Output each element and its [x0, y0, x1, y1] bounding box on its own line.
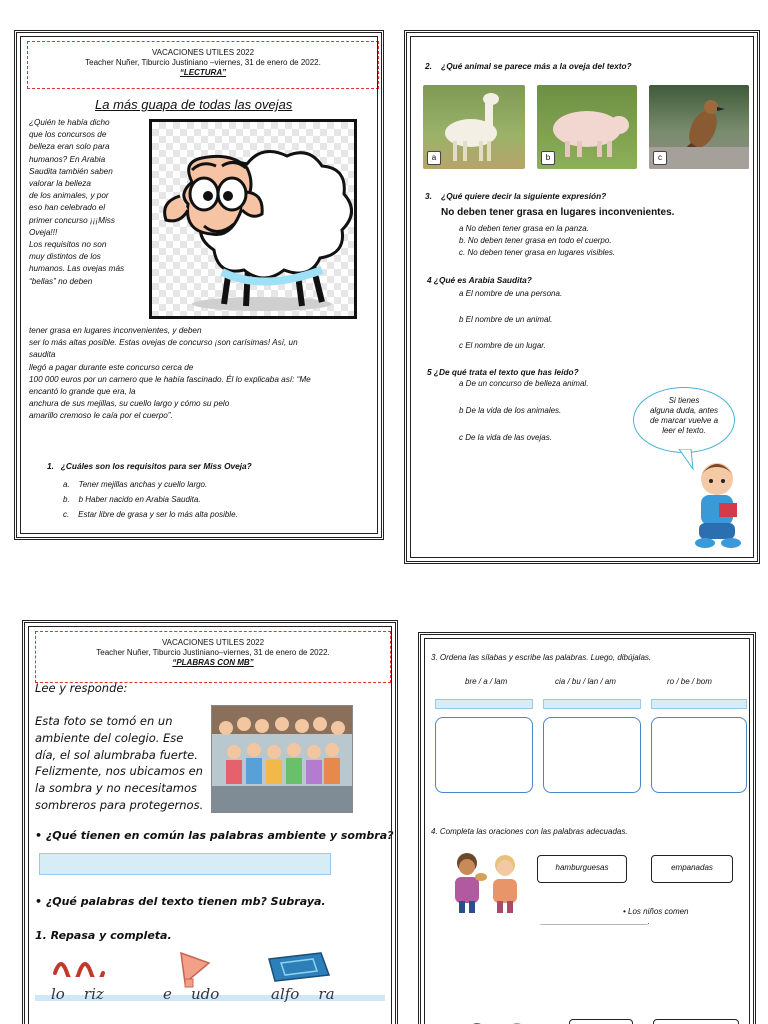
children-partial-icon: [461, 1019, 541, 1024]
bird-photo[interactable]: [649, 85, 749, 169]
draw-box-2[interactable]: [543, 717, 641, 793]
story-paragraph-full: [29, 325, 377, 423]
para-line: ambiente del colegio. Ese: [35, 730, 184, 745]
draw-box-3[interactable]: [651, 717, 747, 793]
question-4-option-a[interactable]: a El nombre de una persona.: [459, 289, 563, 298]
para-line: día, el sol alumbraba fuerte.: [35, 747, 198, 762]
word-box-partial: [569, 1019, 633, 1024]
syllable-group-3: ro / be / bom: [667, 677, 712, 686]
bubble-line: Si tienes: [668, 396, 700, 405]
para-line: de los animales, y por: [29, 191, 109, 201]
worksheet-order-syllables: [418, 632, 756, 1024]
para-line: Esta foto se tomó en un: [35, 714, 173, 728]
cursive-part: ra: [318, 985, 335, 1003]
cursive-word-2[interactable]: [163, 985, 219, 1003]
question-1-options: [63, 477, 238, 522]
option-text: b Haber nacido en Arabia Saudita.: [78, 495, 201, 504]
question-4: 4 ¿Qué es Arabia Saudita?: [427, 275, 532, 285]
header-line-2: Teacher Nuñer, Tiburcio Justiniano–viernes, 31 de enero de 2022.: [96, 648, 330, 657]
worksheet-header: [27, 41, 379, 89]
question-4-option-b[interactable]: b El nombre de un animal.: [459, 315, 553, 324]
cursive-part: riz: [83, 985, 104, 1003]
hint-bubble: [633, 387, 735, 453]
question-text: ¿Qué quiere decir la siguiente expresión?: [441, 191, 607, 201]
question-5-option-b[interactable]: b De la vida de los animales.: [459, 406, 562, 415]
children-photo: [211, 705, 353, 813]
header-line-3: “LECTURA”: [179, 68, 227, 77]
question-2: [425, 61, 632, 71]
worm-icon: [51, 953, 107, 977]
worksheet-questions: [404, 30, 760, 564]
para-line: eso han celebrado el: [29, 203, 106, 213]
cursive-part: lo: [51, 985, 65, 1003]
question-number: 1.: [47, 461, 54, 471]
draw-box-1[interactable]: [435, 717, 533, 793]
question-text: ¿Qué animal se parece más a la oveja del texto?: [441, 61, 632, 71]
question-mb-text: • ¿Qué palabras del texto tienen mb? Subraya.: [35, 895, 326, 908]
header-line-3: “PLABRAS CON MB”: [172, 658, 254, 667]
para-line: humanos. Las ovejas más: [29, 264, 125, 274]
reading-paragraph: [35, 713, 203, 814]
option-letter: b.: [63, 495, 70, 504]
header-line-1: VACACIONES UTILES 2022: [161, 638, 265, 647]
para-line: que los concursos de: [29, 130, 107, 140]
question-common: • ¿Qué tienen en común las palabras ambiente y sombra?: [35, 829, 394, 842]
header-line-2: Teacher Nuñer, Tiburcio Justiniano –viernes, 31 de enero de 2022.: [85, 58, 321, 67]
para-line: Felizmente, nos ubicamos en: [35, 764, 203, 779]
question-mb: [35, 895, 326, 908]
option-letter: a.: [63, 480, 70, 489]
pig-photo[interactable]: [537, 85, 637, 169]
children-group-icon: [212, 706, 352, 812]
para-line: 100 000 euros por un carnero que le había fascinado. Él lo explicaba así: “Me: [29, 374, 311, 384]
para-line: encantó lo grande que era, la: [29, 387, 136, 397]
photo-label: a: [427, 151, 441, 165]
sentence-los-ninos: • Los niños comen: [623, 907, 689, 916]
photo-label: b: [541, 151, 555, 165]
para-line: ¿Quién te había dicho: [29, 118, 110, 127]
story-paragraph-narrow: [29, 117, 155, 288]
syllable-group-2: cia / bu / lan / am: [555, 677, 616, 686]
para-line: primer concurso ¡¡¡Miss: [29, 215, 115, 225]
option-text: Estar libre de grasa y ser lo más alta posible.: [78, 510, 238, 519]
question-1: [47, 461, 252, 471]
word-box-hamburguesas[interactable]: hamburguesas: [537, 855, 627, 883]
word-box-partial: [653, 1019, 739, 1024]
question-5-option-a[interactable]: a De un concurso de belleza animal.: [459, 379, 589, 388]
cursive-part: udo: [190, 985, 220, 1003]
funnel-icon: [175, 949, 215, 989]
worksheet-mb-words: [22, 620, 398, 1024]
para-line: valorar la belleza: [29, 179, 91, 189]
question-repasa: 1. Repasa y completa.: [35, 929, 172, 942]
bubble-line: alguna duda, antes: [649, 406, 719, 415]
para-line: llegó a pagar durante este concurso cerca de: [29, 362, 194, 372]
cursive-part: alfo: [271, 985, 300, 1003]
para-line: humanos? En Arabia: [29, 154, 106, 164]
para-line: tener grasa en lugares inconvenientes, y deben: [29, 326, 202, 335]
header-line-1: VACACIONES UTILES 2022: [151, 48, 255, 57]
option-c[interactable]: [63, 507, 238, 522]
photo-label: c: [653, 151, 667, 165]
para-line: Los requisitos no son: [29, 240, 107, 250]
write-line-3[interactable]: [651, 699, 747, 709]
para-line: la sombra y no necesitamos: [35, 781, 198, 796]
instruction-text: Lee y responde:: [35, 681, 128, 695]
option-a[interactable]: a No deben tener grasa en la panza.: [459, 224, 589, 233]
syllable-group-1: bre / a / lam: [465, 677, 508, 686]
sentence-blank[interactable]: ________________________.: [541, 917, 651, 926]
para-line: muy distintos de los: [29, 252, 101, 262]
question-5: 5 ¿De qué trata el texto que has leído?: [427, 367, 579, 377]
option-b[interactable]: [63, 492, 238, 507]
para-line: Saudita también saben: [29, 166, 113, 176]
write-line-1[interactable]: [435, 699, 533, 709]
para-line: amarillo cremoso le caía por el cuerpo”.: [29, 411, 173, 421]
para-line: Oveja!!!: [29, 227, 58, 237]
para-line: belleza eran solo para: [29, 142, 110, 152]
boy-reading-icon: [689, 457, 749, 553]
sheep-illustration: [149, 119, 357, 319]
para-line: sombreros para protegernos.: [35, 797, 204, 812]
option-letter: c.: [63, 510, 70, 519]
worksheet-reading: [14, 30, 384, 540]
option-a[interactable]: [63, 477, 238, 492]
question-text: ¿Cuáles son los requisitos para ser Miss Oveja?: [60, 461, 252, 471]
children-eating-icon: [445, 849, 529, 915]
question-3-ordena: 3. Ordena las sílabas y escribe las palabras. Luego, dibújalas.: [431, 653, 652, 662]
para-line: “bellas” no deben: [29, 276, 93, 286]
question-number: 2.: [425, 61, 432, 71]
story-title: La más guapa de todas las ovejas: [95, 97, 293, 112]
bubble-line: leer el texto.: [662, 426, 706, 435]
sheep-icon: [152, 122, 354, 316]
question-4-completa: 4. Completa las oraciones con las palabras adecuadas.: [431, 827, 628, 836]
cursive-part: e: [163, 985, 172, 1003]
question-5-option-c[interactable]: c De la vida de las ovejas.: [459, 433, 552, 442]
bubble-line: de marcar vuelve a: [649, 416, 719, 425]
write-line-2[interactable]: [543, 699, 641, 709]
rug-icon: [261, 951, 333, 983]
cursive-word-1[interactable]: [51, 985, 104, 1003]
option-text: Tener mejillas anchas y cuello largo.: [78, 480, 208, 489]
question-4-option-c[interactable]: c El nombre de un lugar.: [459, 341, 546, 350]
para-line: saudita: [29, 350, 56, 360]
cursive-word-3[interactable]: [271, 985, 335, 1003]
tracing-row: [35, 987, 391, 1009]
llama-photo[interactable]: [423, 85, 525, 169]
question-3: [425, 191, 606, 201]
worksheet-header: [35, 631, 391, 683]
option-b[interactable]: b. No deben tener grasa en todo el cuerpo.: [459, 236, 612, 245]
para-line: ser lo más altas posible. Estas ovejas de concurso ¡son carísimas! Así, un: [29, 338, 298, 348]
answer-line-common[interactable]: [39, 853, 331, 875]
option-c[interactable]: c. No deben tener grasa en lugares visibles.: [459, 248, 616, 257]
question-3-options: [459, 223, 615, 259]
question-number: 3.: [425, 191, 432, 201]
word-box-empanadas[interactable]: empanadas: [651, 855, 733, 883]
para-line: anchura de sus mejillas, su cuello largo y cómo su pelo: [29, 399, 230, 409]
expression-text: No deben tener grasa en lugares inconvenientes.: [441, 207, 675, 218]
